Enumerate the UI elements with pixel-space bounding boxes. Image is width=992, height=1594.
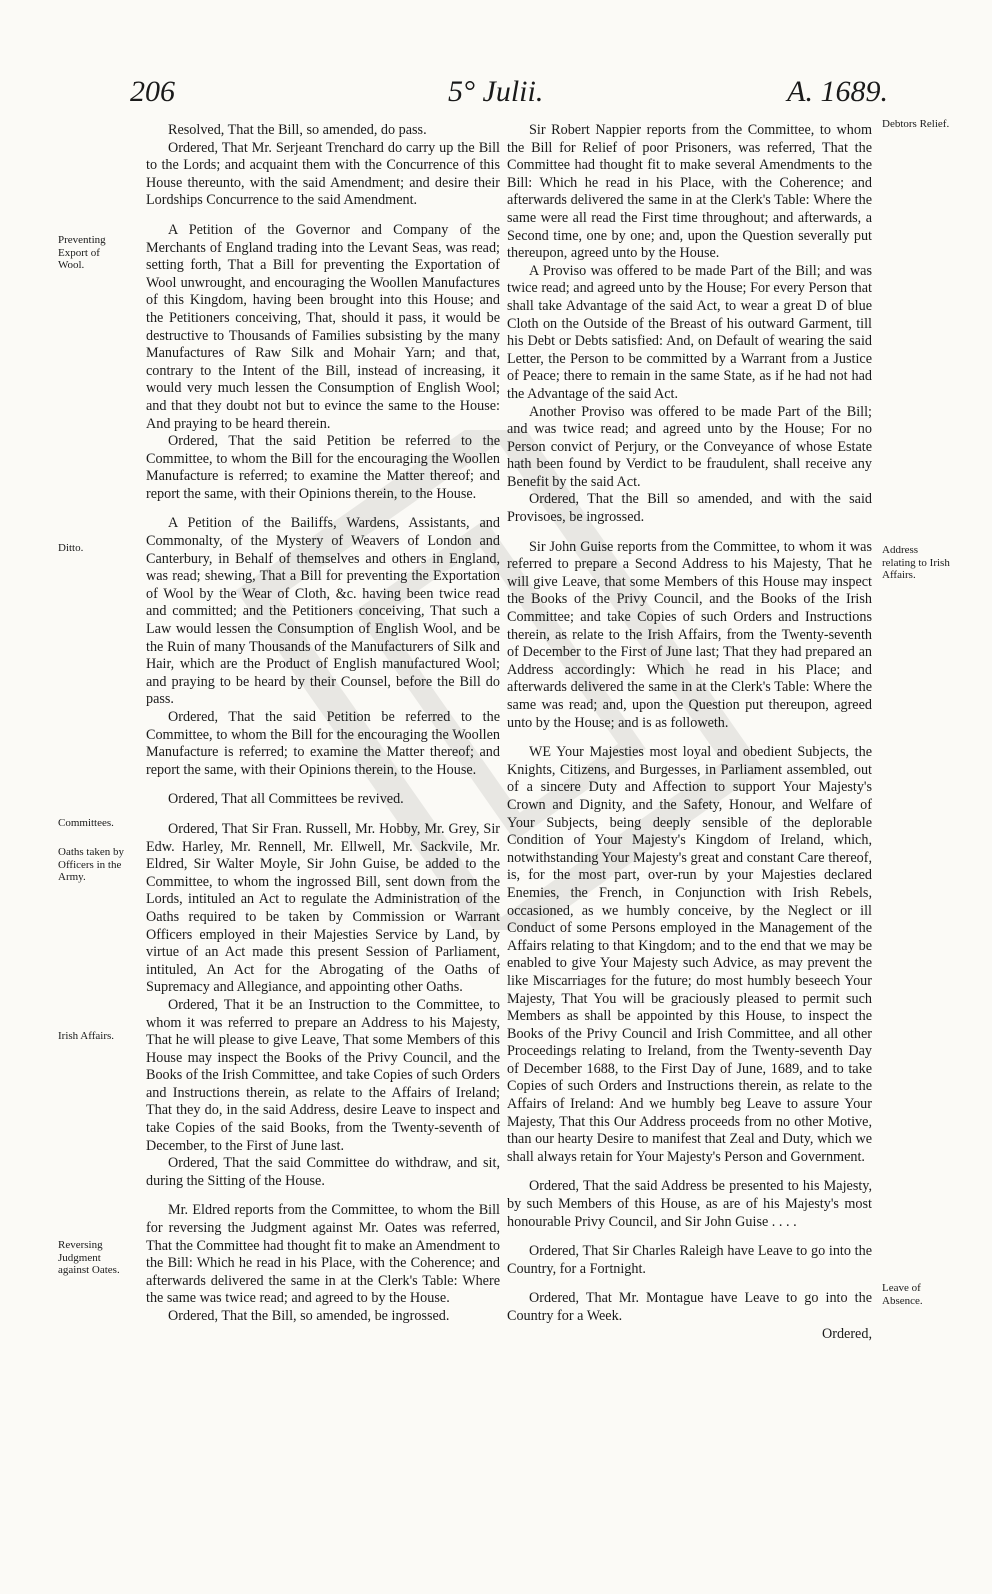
catchword: Ordered, bbox=[821, 1325, 872, 1342]
margin-note-reversing-judgment: Reversing Judgment against Oates. bbox=[58, 1239, 120, 1276]
paragraph: Ordered, That Sir Fran. Russell, Mr. Hobby, Mr. Grey, Sir Edw. Harley, Mr. Rennell, Mr. Ellwell, Mr. Sackvile, Mr. Eldred, Sir Walter Moyle, Sir John Guise, be added to the Committee, to whom the ingrossed Bill, sent down from the Lords, intituled an Act to regulate the Administration of the Oaths required to be taken by Commission or Warrant Officers employed in their Majesties Service by Land, by virtue of an Act made this present Session of Parliament, intituled, An Act for the Abrogating of the Oaths of Supremacy and Allegiance, and appointing other Oaths. bbox=[146, 820, 500, 996]
paragraph: A Petition of the Governor and Company of the Merchants of England trading into the Levant Seas, was read; setting forth, That a Bill for preventing the Exportation of Wool unwrought, and encouraging the Woollen Manufactures of this Kingdom, having been brought into this House; and the Petitioners conceiving, That, should it pass, it would be destructive to Thousands of Families subsisting by the many Manufactures of Raw Silk and Mohair Yarn; and that, contrary to the Intent of the Bill, instead of increasing, it would very much lessen the Consumption of English Wool; and that they doubt not but to evince the same to the House: And praying to be heard therein. bbox=[146, 221, 500, 432]
paragraph: Ordered, That Sir Charles Raleigh have Leave to go into the Country, for a Fortnight. bbox=[507, 1243, 872, 1277]
page-number: 206 bbox=[130, 75, 175, 108]
page-date: 5° Julii. bbox=[448, 75, 544, 108]
margin-note-irish-affairs: Irish Affairs. bbox=[58, 1030, 115, 1042]
paragraph: Ordered, That the Bill so amended, and with the said Provisoes, be ingrossed. bbox=[507, 491, 872, 526]
address-text: WE Your Majesties most loyal and obedient Subjects, the Knights, Citizens, and Burgesses, in Parliament assembled, out of a sincere Duty and Affection to support Your Majesty's Crown and Dignity, and the Safety, Honour, and Welfare of Your Subjects, being deeply sensible of the deplorable Condition of Your Majesty's Kingdom of Ireland, which, notwithstanding Your Majesty's great and constant Care thereof, is, for the most part, over-run by your Majesties declared Enemies, the French, in Conjunction with Irish Rebels, occasioned, as we humbly conceive, by the Neglect or ill Conduct of some Persons employed in the Management of the Affairs relating to that Kingdom; and to the end that we may be enabled to give Your Majesty such Advice, as may prevent the like Miscarriages for the future; do most humbly beseech Your Majesty, That You will be graciously pleased to permit such Members as shall be appointed by this House, to inspect the Books of the Privy Council and Irish Committee, and all other Proceedings relating to Ireland, from the Twenty-seventh Day of December 1688, to the First Day of June, 1689, and to take Copies of such Orders and Instructions therein, as relate to the Affairs of Ireland: And we humbly beg Leave to assure Your Majesty, That this Our Address proceeds from no other Motive, than our hearty Desire to manifest that Zeal and Duty, which we shall always retain for Your Majesty's Person and Government. bbox=[507, 744, 872, 1165]
paragraph: Ordered, That the said Address be presented to his Majesty, by such Members of this House, as are of his Majesty's most honourable Privy Council, and Sir John Guise . . . . bbox=[507, 1178, 872, 1230]
margin-note-oaths: Oaths taken by Officers in the Army. bbox=[58, 846, 124, 883]
margin-note-committees: Committees. bbox=[58, 817, 114, 829]
paragraph: Ordered, That the said Committee do withdraw, and sit, during the Sitting of the House. bbox=[146, 1155, 500, 1189]
paragraph: Sir Robert Nappier reports from the Committee, to whom the Bill for Relief of poor Prisoners, was referred, That the Committee had thought fit to make several Amendments to the Bill: Which he read in his Place, with the Coherence; and afterwards delivered the same in at the Clerk's Table: Where the same were all read the First time throughout; and afterwards, a Second time, one by one; and, upon the Question severally put thereupon, agreed unto by the House. bbox=[507, 122, 872, 262]
paragraph: A Petition of the Bailiffs, Wardens, Assistants, and Commonalty, of the Mystery of Weavers of London and Canterbury, in Behalf of themselves and others in England, was read; shewing, That a Bill for preventing the Exportation of Wool by the Wear of Cloth, &c. having been twice read and committed; and the Petitioners conceiving, That such a Law would lessen the Consumption of English Wool, and be the Ruin of many Thousands of the Manufacturers of Silk and Hair, which are the Product of English manufactured Wool; and praying to be heard by their Counsel, before the Bill do pass. bbox=[146, 515, 500, 708]
left-column bbox=[146, 122, 500, 1326]
paragraph: Sir John Guise reports from the Committee, to whom it was referred to prepare a Second Address to his Majesty, That he will give Leave, that some Members of this House may inspect the Books of the Privy Council, and the Books of the Irish Committee; and take Copies of such Orders and Instructions therein, as relate to the Irish Affairs, from the Twenty-seventh of December to the First of June last; That they had prepared an Address accordingly: Which he read in his Place; and afterwards delivered the same in at the Clerk's Table: Where the same was read; and, upon the Question put thereupon, agreed unto by the House; and is as followeth. bbox=[507, 538, 872, 731]
paragraph: Ordered, That Mr. Montague have Leave to go into the Country for a Week. bbox=[507, 1290, 872, 1324]
margin-note-ditto: Ditto. bbox=[58, 542, 84, 554]
paragraph: Another Proviso was offered to be made Part of the Bill; and was twice read; and agreed unto by the House; For no Person convict of Perjury, or the Conveyance of whose Estate hath been found by Verdict to be fraudulent, shall receive any Benefit by the said Act. bbox=[507, 403, 872, 490]
page-year: A. 1689. bbox=[787, 75, 888, 108]
page-header bbox=[118, 75, 888, 115]
margin-note-debtors-relief: Debtors Relief. bbox=[882, 118, 950, 130]
paragraph: Ordered, That all Committees be revived. bbox=[168, 791, 404, 808]
margin-note-leave-absence: Leave of Absence. bbox=[882, 1282, 923, 1307]
paragraph: Ordered, That the Bill, so amended, be ingrossed. bbox=[168, 1308, 450, 1324]
margin-note-address-irish: Address relating to Irish Affairs. bbox=[882, 544, 950, 581]
paragraph: Ordered, That the said Petition be referred to the Committee, to whom the Bill for the encouraging the Woollen Manufacture is referred; to examine the Matter thereof; and report the same, with their Opinions therein, to the House. bbox=[146, 433, 500, 502]
paragraph: Resolved, That the Bill, so amended, do pass. bbox=[168, 122, 427, 138]
paragraph: Ordered, That Mr. Serjeant Trenchard do carry up the Bill to the Lords; and acquaint them with the Concurrence of this House thereunto, with the said Amendment; and desire their Lordships Concurrence to the said Amendment. bbox=[146, 139, 500, 209]
paragraph: A Proviso was offered to be made Part of the Bill; and was twice read; and agreed unto by the House; For every Person that shall take Advantage of the said Act, to wear a great D of blue Cloth on the Outside of the Breast of his outward Garment, till his Debt or Debts satisfied: And, on Default of wearing the said Letter, the Person to be committed by a Warrant from a Justice of Peace; there to remain in the same State, as if he had not had the Advantage of the said Act. bbox=[507, 262, 872, 402]
paragraph: Ordered, That the said Petition be referred to the Committee, to whom the Bill for the encouraging the Woollen Manufacture is referred; to examine the Matter thereof; and report the same, with their Opinions therein, to the House. bbox=[146, 709, 500, 778]
paragraph: Ordered, That it be an Instruction to the Committee, to whom it was referred to prepare an Address to his Majesty, That he will please to give Leave, That some Members of this House may inspect the Books of the Privy Council, and the Books of the Irish Committee, and take Copies of such Orders and Instructions therein, as relate to the Affairs of Ireland; That they do, in the said Address, desire Leave to inspect and take Copies of the said Books, from the Twenty-seventh of December, to the First of June last. bbox=[146, 996, 500, 1154]
margin-note-preventing-export: Preventing Export of Wool. bbox=[58, 234, 106, 271]
right-column bbox=[507, 122, 872, 1343]
paragraph: Mr. Eldred reports from the Committee, to whom the Bill for reversing the Judgment against Mr. Oates was referred, That the Committee had thought fit to make an Amendment to the Bill: Which he read in his Place, with the Coherence; and afterwards delivered the same in at the Clerk's Table: Where the same was twice read; and agreed to by the House. bbox=[146, 1202, 500, 1307]
